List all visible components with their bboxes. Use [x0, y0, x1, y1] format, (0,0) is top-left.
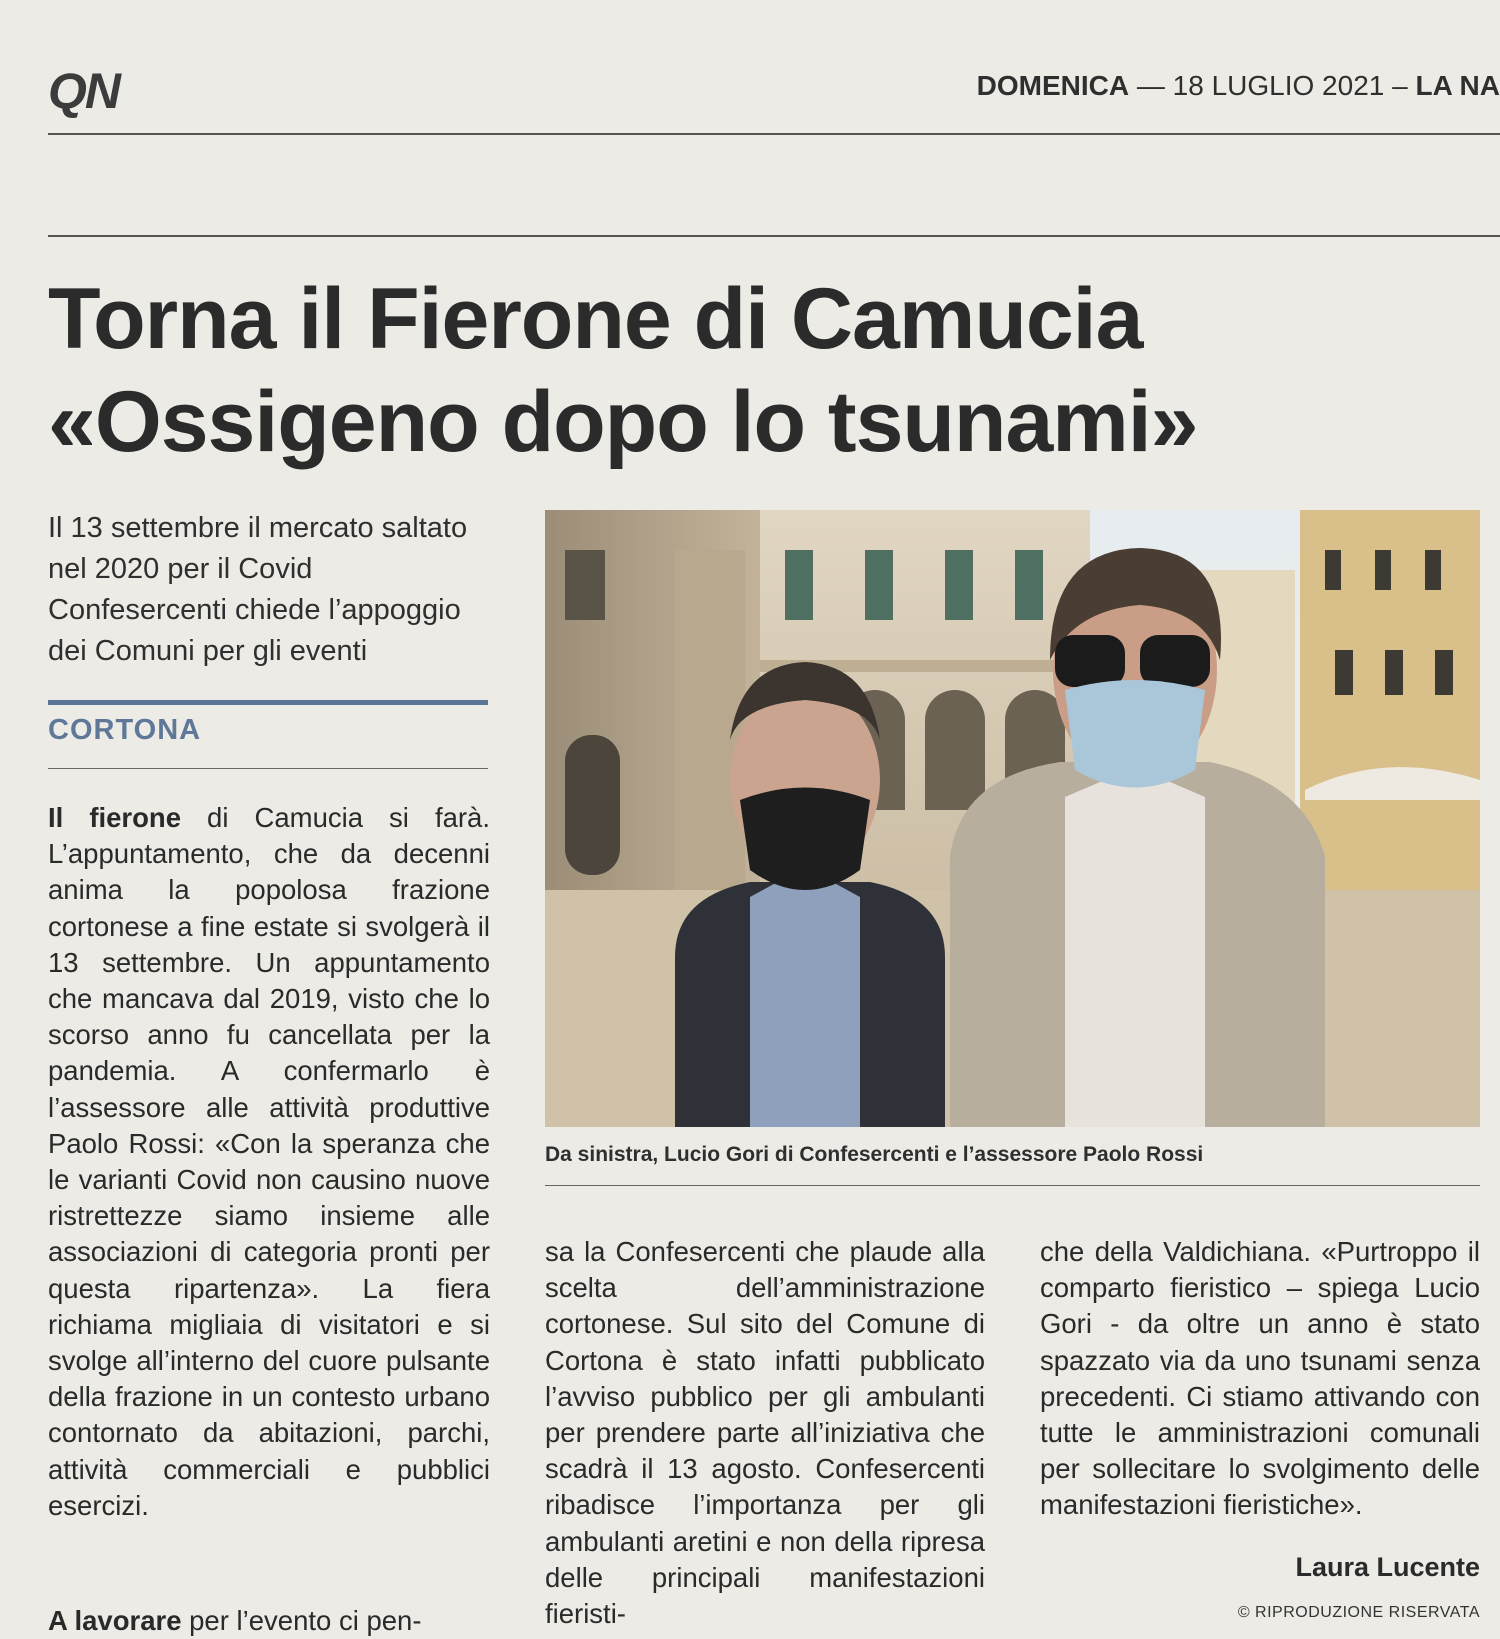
section-accent-bar — [48, 700, 488, 705]
article-column-1-paragraph-2 — [48, 1603, 490, 1639]
subheadline: Il 13 settembre il mercato saltato nel 2020 per il Covid Confesercenti chiede l’appoggio dei Comuni per gli eventi — [48, 512, 468, 667]
newspaper-logo: QN — [48, 63, 119, 119]
photo-illustration — [545, 510, 1480, 1127]
headline — [48, 268, 1348, 474]
caption-divider — [545, 1185, 1480, 1186]
dateline — [977, 70, 1500, 102]
article-column-1 — [48, 800, 490, 1524]
photo-caption: Da sinistra, Lucio Gori di Confesercenti e l’assessore Paolo Rossi — [545, 1143, 1204, 1166]
dateline-paper: LA NA — [1415, 70, 1500, 101]
article-photo — [545, 510, 1480, 1127]
copyright-notice: © RIPRODUZIONE RISERVATA — [1237, 1604, 1480, 1621]
headline-top-rule — [48, 235, 1500, 237]
article-column-2: sa la Confesercenti che plaude alla scelta dell’amministrazione cortonese. Sul sito del Comune di Cortona è stato infatti pubblicato l’avviso pubblico per gli ambulanti per prendere parte all’iniziativa che scadrà il 13 agosto. Confesercenti ribadisce l’importanza per gli ambulanti aretini e non della ripresa delle principali manifestazioni fieristi- — [545, 1236, 985, 1630]
section-label: CORTONA — [48, 714, 202, 746]
headline-line-1: Torna il Fierone di Camucia — [48, 271, 1143, 367]
author-byline: Laura Lucente — [1295, 1552, 1480, 1582]
article-column-3: che della Valdichiana. «Purtroppo il comparto fieristico – spiega Lucio Gori - da oltre un anno è stato spazzato via da uno tsunami senza precedenti. Ci stiamo attivando con tutte le amministrazioni comunali per sollecitare lo svolgimento delle manifestazioni fieristiche». — [1040, 1236, 1480, 1521]
dateline-dash: — — [1136, 70, 1173, 101]
headline-line-2: «Ossigeno dopo lo tsunami» — [48, 374, 1198, 470]
section-divider — [48, 768, 488, 769]
column-1-text: di Camucia si farà. L’appuntamento, che da decenni anima la popolosa frazione cortonese a fine estate si svolgerà il 13 settembre. Un appuntamento che mancava dal 2019, visto che lo scorso anno fu cancellata per la pandemia. A confermarlo è l’assessore alle attività produttive Paolo Rossi: «Con la speranza che le varianti Covid non causino nuove ristrettezze siamo insieme alle associazioni di categoria pronti per questa ripartenza». La fiera richiama migliaia di visitatori e si svolge all’interno del cuore pulsante della frazione in un contesto urbano contornato da abitazioni, parchi, attività commerciali e pubblici esercizi. — [48, 802, 490, 1521]
column-1b-text: per l’evento ci pen- — [181, 1605, 422, 1636]
lead-in: Il fierone — [48, 802, 182, 833]
dateline-day: DOMENICA — [976, 70, 1130, 101]
dateline-date: 18 LUGLIO 2021 — [1172, 70, 1385, 101]
masthead-rule — [48, 133, 1500, 135]
dateline-dash2: – — [1392, 70, 1416, 101]
lead-in-2: A lavorare — [48, 1605, 182, 1636]
